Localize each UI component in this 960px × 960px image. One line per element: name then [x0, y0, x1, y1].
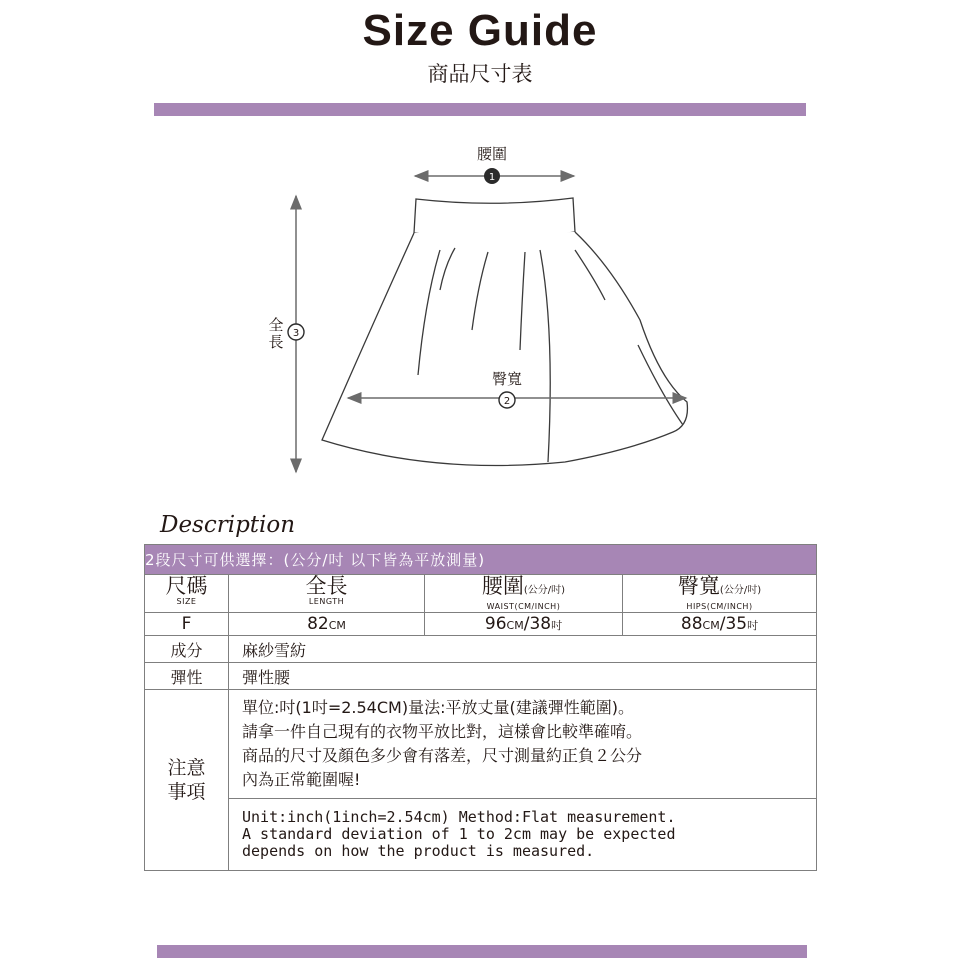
material-label: 成分 — [145, 636, 229, 663]
hips-marker-number: 2 — [503, 396, 511, 407]
col-hips-header — [623, 575, 817, 613]
notes-label — [145, 690, 229, 871]
notes-en-line: depends on how the product is measured. — [242, 842, 595, 860]
col-length-zh: 全長 — [305, 574, 348, 598]
hips-value: 88CM/35吋 — [623, 613, 817, 636]
size-table — [144, 544, 817, 871]
elasticity-label: 彈性 — [145, 663, 229, 690]
col-length-en: LENGTH — [308, 597, 345, 606]
page-subtitle: 商品尺寸表 — [427, 62, 533, 86]
table-heading-row — [145, 545, 817, 575]
notes-zh-line: 商品的尺寸及顏色多少會有落差，尺寸測量約正負２公分 — [242, 746, 643, 765]
col-hips-zh: 臀寬 — [677, 574, 720, 598]
skirt-illustration — [322, 198, 687, 466]
table-heading: 2段尺寸可供選擇：(公分/吋 以下皆為平放測量) — [145, 545, 817, 575]
waist-label: 腰圍 — [476, 145, 508, 163]
col-length-header — [229, 575, 425, 613]
col-hips-en: HIPS(CM/INCH) — [686, 602, 753, 611]
length-label-1: 全 — [268, 316, 284, 334]
col-waist-en: WAIST(CM/INCH) — [486, 602, 561, 611]
length-marker-number: 3 — [292, 328, 300, 339]
notes-en-line: Unit:inch(1inch=2.54cm) Method:Flat measurement. — [242, 808, 676, 826]
notes-row-en — [145, 799, 817, 871]
notes-chinese — [229, 690, 817, 799]
description-label: Description — [160, 512, 296, 538]
notes-en-line: A standard deviation of 1 to 2cm may be expected — [242, 825, 676, 843]
material-value: 麻紗雪紡 — [229, 636, 817, 663]
notes-label-1: 注意 — [167, 757, 206, 779]
notes-english — [229, 799, 817, 871]
length-value: 82CM — [229, 613, 425, 636]
notes-zh-line: 內為正常範圍喔! — [242, 770, 361, 789]
size-value: F — [145, 613, 229, 636]
col-size-zh: 尺碼 — [165, 574, 208, 598]
col-size-en: SIZE — [176, 597, 197, 606]
hips-label: 臀寬 — [491, 370, 523, 388]
col-size-header — [145, 575, 229, 613]
col-waist-zh: 腰圍 — [481, 574, 524, 598]
column-header-row — [145, 575, 817, 613]
size-row — [145, 613, 817, 636]
notes-label-2: 事項 — [167, 781, 206, 803]
waist-value: 96CM/38吋 — [425, 613, 623, 636]
page-title: Size Guide — [362, 6, 598, 55]
elasticity-value: 彈性腰 — [229, 663, 817, 690]
waist-marker-number: 1 — [488, 172, 496, 183]
notes-row-zh — [145, 690, 817, 799]
elasticity-row — [145, 663, 817, 690]
material-row — [145, 636, 817, 663]
notes-zh-line: 請拿一件自己現有的衣物平放比對，這樣會比較準確唷。 — [242, 722, 643, 741]
col-hips-unit: (公分/吋) — [719, 585, 762, 596]
notes-zh-line: 單位:吋(1吋=2.54CM)量法:平放丈量(建議彈性範圍)。 — [242, 698, 634, 717]
col-waist-unit: (公分/吋) — [523, 585, 566, 596]
bottom-divider — [157, 945, 807, 958]
length-label-2: 長 — [268, 333, 284, 351]
col-waist-header — [425, 575, 623, 613]
